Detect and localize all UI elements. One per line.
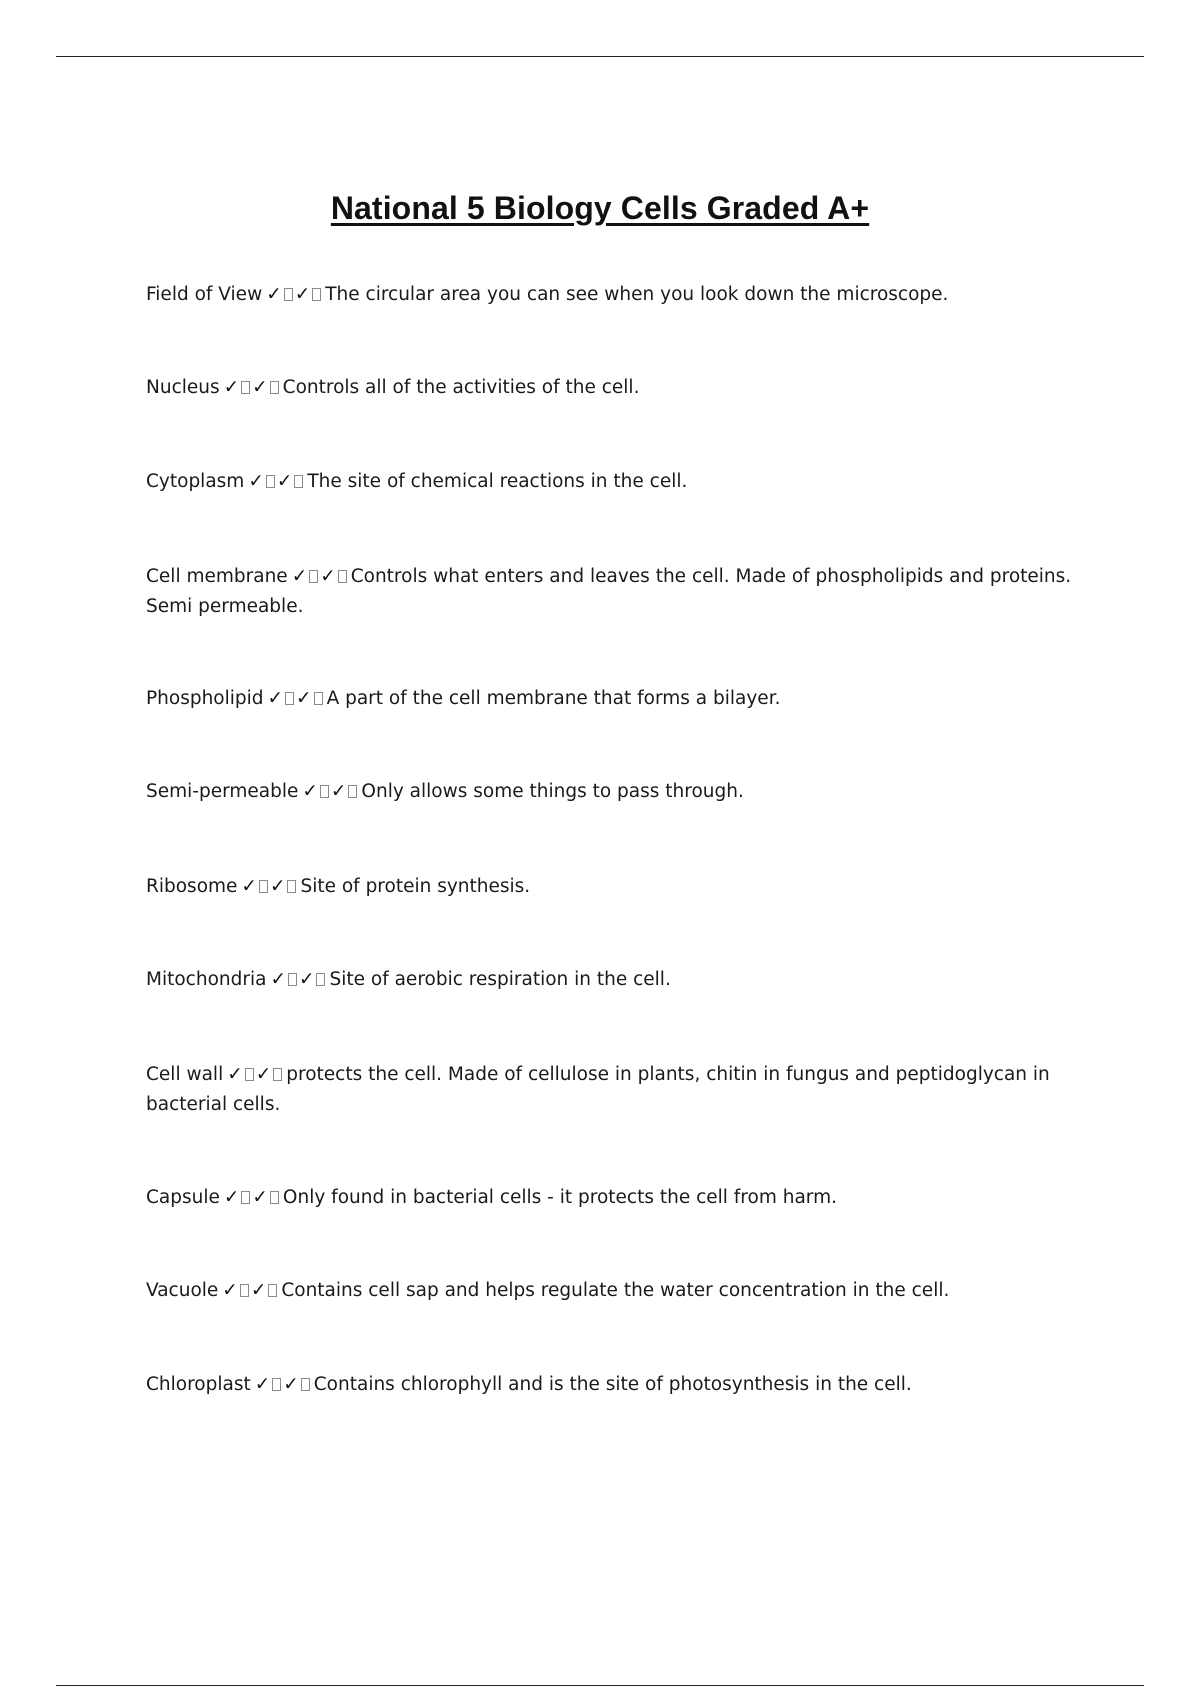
entry-definition: The site of chemical reactions in the cell. bbox=[307, 471, 688, 492]
check-icon: ✓ bbox=[222, 1280, 238, 1301]
entry-definition: Only allows some things to pass through. bbox=[361, 781, 744, 802]
check-icon: ✓ bbox=[302, 781, 318, 802]
check-icon: ✓ bbox=[294, 284, 311, 305]
definition-entry bbox=[146, 373, 1076, 403]
check-marks bbox=[268, 688, 325, 709]
entry-definition: Contains cell sap and helps regulate the water concentration in the cell. bbox=[281, 1280, 950, 1301]
check-marks bbox=[224, 377, 281, 398]
placeholder-box-icon bbox=[348, 785, 357, 798]
check-icon: ✓ bbox=[223, 1187, 240, 1208]
placeholder-box-icon bbox=[301, 1378, 310, 1391]
placeholder-box-icon bbox=[241, 381, 250, 394]
placeholder-box-icon bbox=[309, 570, 318, 583]
definition-entry bbox=[146, 467, 1076, 497]
definition-entry bbox=[146, 280, 1076, 310]
definition-entry bbox=[146, 872, 1076, 902]
definition-entry bbox=[146, 684, 1076, 714]
entry-term: Cytoplasm bbox=[146, 471, 245, 492]
placeholder-box-icon bbox=[240, 1284, 249, 1297]
entry-definition: A part of the cell membrane that forms a bilayer. bbox=[326, 688, 781, 709]
placeholder-box-icon bbox=[268, 1284, 277, 1297]
check-icon: ✓ bbox=[227, 1064, 243, 1085]
placeholder-box-icon bbox=[338, 570, 347, 583]
placeholder-box-icon bbox=[320, 785, 329, 798]
entry-term: Ribosome bbox=[146, 876, 238, 897]
entry-term: Mitochondria bbox=[146, 969, 267, 990]
check-icon: ✓ bbox=[252, 377, 268, 398]
entry-definition: Controls all of the activities of the cell. bbox=[282, 377, 640, 398]
definition-entry bbox=[146, 562, 1076, 622]
entry-term: Vacuole bbox=[146, 1280, 219, 1301]
placeholder-box-icon bbox=[285, 692, 294, 705]
check-icon: ✓ bbox=[252, 1187, 268, 1208]
placeholder-box-icon bbox=[312, 288, 321, 301]
definition-entry bbox=[146, 1276, 1076, 1306]
check-icon: ✓ bbox=[270, 969, 286, 990]
check-marks bbox=[270, 969, 327, 990]
entry-definition: Site of aerobic respiration in the cell. bbox=[329, 969, 671, 990]
check-marks bbox=[266, 284, 323, 305]
check-icon: ✓ bbox=[269, 876, 286, 897]
check-icon: ✓ bbox=[291, 566, 308, 587]
entry-term: Semi-permeable bbox=[146, 781, 299, 802]
definition-entry bbox=[146, 965, 1076, 995]
check-icon: ✓ bbox=[266, 284, 282, 305]
check-marks bbox=[255, 1374, 312, 1395]
check-icon: ✓ bbox=[320, 566, 336, 587]
check-icon: ✓ bbox=[248, 471, 264, 492]
placeholder-box-icon bbox=[259, 880, 268, 893]
entry-term: Chloroplast bbox=[146, 1374, 251, 1395]
check-icon: ✓ bbox=[254, 1374, 271, 1395]
check-icon: ✓ bbox=[283, 1374, 299, 1395]
entry-definition: Only found in bacterial cells - it protects the cell from harm. bbox=[282, 1187, 837, 1208]
definition-entry bbox=[146, 777, 1076, 807]
check-marks bbox=[222, 1280, 279, 1301]
entry-definition: Site of protein synthesis. bbox=[300, 876, 531, 897]
definition-entry bbox=[146, 1060, 1076, 1120]
placeholder-box-icon bbox=[273, 1068, 282, 1081]
check-marks bbox=[292, 566, 349, 587]
check-marks bbox=[241, 876, 298, 897]
placeholder-box-icon bbox=[245, 1068, 254, 1081]
placeholder-box-icon bbox=[270, 1191, 279, 1204]
entry-definition: protects the cell. Made of cellulose in plants, chitin in fungus and peptidoglycan in bacterial cells. bbox=[146, 1064, 1050, 1115]
check-icon: ✓ bbox=[255, 1064, 272, 1085]
check-icon: ✓ bbox=[330, 781, 347, 802]
entry-definition: The circular area you can see when you look down the microscope. bbox=[325, 284, 949, 305]
entry-term: Field of View bbox=[146, 284, 263, 305]
definition-entry bbox=[146, 1183, 1076, 1213]
placeholder-box-icon bbox=[316, 973, 325, 986]
check-marks bbox=[224, 1187, 281, 1208]
check-icon: ✓ bbox=[296, 688, 312, 709]
entry-definition: Controls what enters and leaves the cell. Made of phospholipids and proteins. Semi permeable. bbox=[146, 566, 1072, 617]
entry-term: Capsule bbox=[146, 1187, 220, 1208]
placeholder-box-icon bbox=[272, 1378, 281, 1391]
check-icon: ✓ bbox=[298, 969, 315, 990]
check-marks bbox=[227, 1064, 284, 1085]
placeholder-box-icon bbox=[270, 381, 279, 394]
check-icon: ✓ bbox=[241, 876, 257, 897]
placeholder-box-icon bbox=[266, 475, 275, 488]
document-title: National 5 Biology Cells Graded A+ bbox=[330, 190, 870, 226]
entry-term: Nucleus bbox=[146, 377, 220, 398]
placeholder-box-icon bbox=[294, 475, 303, 488]
placeholder-box-icon bbox=[241, 1191, 250, 1204]
check-marks bbox=[248, 471, 305, 492]
placeholder-box-icon bbox=[284, 288, 293, 301]
entry-term: Cell membrane bbox=[146, 566, 288, 587]
check-icon: ✓ bbox=[223, 377, 240, 398]
definition-entry bbox=[146, 1370, 1076, 1400]
entry-term: Phospholipid bbox=[146, 688, 264, 709]
entry-definition: Contains chlorophyll and is the site of photosynthesis in the cell. bbox=[313, 1374, 912, 1395]
check-icon: ✓ bbox=[267, 688, 284, 709]
placeholder-box-icon bbox=[287, 880, 296, 893]
placeholder-box-icon bbox=[288, 973, 297, 986]
header-rule bbox=[56, 56, 1144, 57]
placeholder-box-icon bbox=[314, 692, 323, 705]
entry-term: Cell wall bbox=[146, 1064, 224, 1085]
footer-rule bbox=[56, 1685, 1144, 1686]
check-marks bbox=[302, 781, 359, 802]
check-icon: ✓ bbox=[276, 471, 293, 492]
check-icon: ✓ bbox=[250, 1280, 267, 1301]
